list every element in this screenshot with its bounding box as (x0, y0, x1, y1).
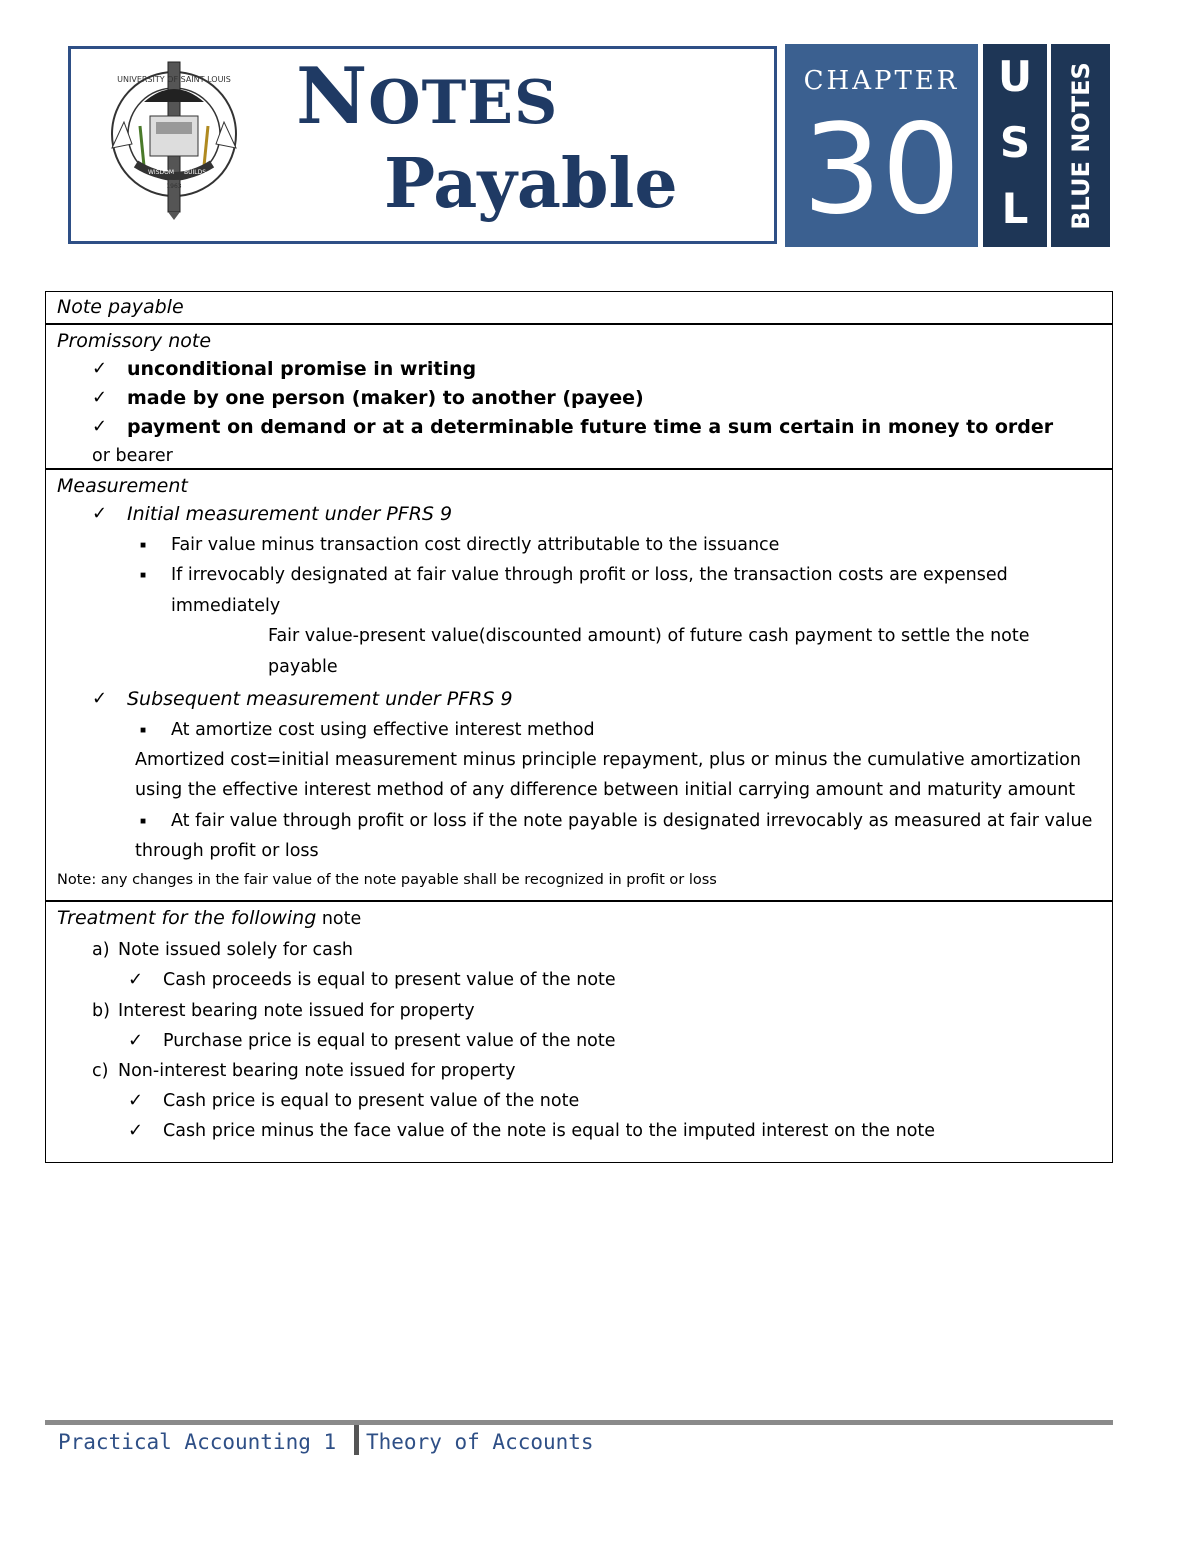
seal-ribbon-left: WISDOM (148, 169, 175, 176)
title-notes (296, 51, 559, 142)
subsequent-bullet-2-line-2: through profit or loss (135, 841, 319, 861)
bullet-square-icon: ■ (140, 725, 147, 736)
amortized-cost-line-1: Amortized cost=initial measurement minus principle repayment, plus or minus the cumulative amortization (135, 750, 1081, 770)
bullet-square-icon: ■ (140, 570, 147, 581)
chapter-block (785, 44, 978, 247)
check-icon: ✓ (92, 416, 108, 437)
promissory-item-1: unconditional promise in writing (127, 358, 477, 380)
treatment-heading-rest: note (316, 909, 362, 929)
treatment-c-label: c) (92, 1061, 109, 1081)
footer-right-text: Theory of Accounts (366, 1430, 594, 1454)
treatment-c-check-2: Cash price minus the face value of the note is equal to the imputed interest on the note (163, 1121, 936, 1141)
subsequent-bullet-2-line-1: At fair value through profit or loss if the note payable is designated irrevocably as measured at fair value (171, 811, 1093, 831)
title-notes-rest: OTES (368, 68, 559, 138)
blue-notes-text: BLUE NOTES (1066, 61, 1095, 230)
footer-rule (45, 1420, 1113, 1425)
initial-bullet-1: Fair value minus transaction cost directly attributable to the issuance (171, 535, 780, 555)
treatment-c-text: Non-interest bearing note issued for property (118, 1061, 516, 1081)
amortized-cost-line-2: using the effective interest method of any difference between initial carrying amount and maturity amount (135, 780, 1076, 800)
check-icon: ✓ (92, 358, 108, 379)
usl-letter-l: L (1001, 184, 1029, 233)
check-icon: ✓ (128, 969, 144, 990)
subsequent-measurement-heading: Subsequent measurement under PFRS 9 (127, 688, 513, 710)
initial-measurement-heading: Initial measurement under PFRS 9 (127, 503, 453, 525)
bullet-square-icon: ■ (140, 816, 147, 827)
title-notes-cap: N (296, 51, 369, 142)
content-box (45, 291, 1113, 1163)
treatment-a-label: a) (92, 940, 110, 960)
check-icon: ✓ (92, 688, 108, 709)
note-payable-heading: Note payable (57, 296, 184, 318)
row-divider (46, 468, 1112, 470)
promissory-heading: Promissory note (57, 330, 212, 352)
treatment-b-text: Interest bearing note issued for property (118, 1001, 475, 1021)
treatment-heading-italic: Treatment for the following (57, 907, 317, 929)
treatment-b-check: Purchase price is equal to present value of the note (163, 1031, 616, 1051)
check-icon: ✓ (92, 387, 108, 408)
check-icon: ✓ (128, 1090, 144, 1111)
seal-year: 1963 (166, 183, 182, 190)
usl-letter-s: S (999, 118, 1031, 167)
check-icon: ✓ (128, 1030, 144, 1051)
footer-divider (354, 1425, 359, 1455)
check-icon: ✓ (128, 1120, 144, 1141)
measurement-heading: Measurement (57, 475, 188, 497)
usl-letter-u: U (997, 52, 1033, 101)
fair-value-definition-line-2: payable (268, 657, 338, 677)
footer-left-text: Practical Accounting 1 (58, 1430, 337, 1454)
fair-value-definition-line-1: Fair value-present value(discounted amount) of future cash payment to settle the note (268, 626, 1030, 646)
blue-notes-block (1051, 44, 1110, 247)
treatment-heading (57, 909, 361, 929)
bullet-square-icon: ■ (140, 540, 147, 551)
row-divider (46, 900, 1112, 902)
subsequent-bullet-1: At amortize cost using effective interest method (171, 720, 595, 740)
promissory-continuation: or bearer (92, 446, 173, 466)
chapter-number: 30 (802, 98, 961, 242)
promissory-item-3: payment on demand or at a determinable future time a sum certain in money to order (127, 416, 1054, 438)
initial-bullet-2-line-2: immediately (171, 596, 281, 616)
initial-bullet-2-line-1: If irrevocably designated at fair value through profit or loss, the transaction costs are expensed (171, 565, 1008, 585)
title-payable: Payable (384, 144, 678, 224)
row-divider (46, 323, 1112, 325)
treatment-a-check: Cash proceeds is equal to present value of the note (163, 970, 616, 990)
seal-ribbon-right: BUILDS (184, 169, 207, 176)
treatment-a-text: Note issued solely for cash (118, 940, 354, 960)
promissory-item-2: made by one person (maker) to another (payee) (127, 387, 644, 409)
chapter-label: CHAPTER (803, 66, 960, 96)
check-icon: ✓ (92, 503, 108, 524)
fair-value-change-note: Note: any changes in the fair value of the note payable shall be recognized in profit or loss (57, 872, 717, 888)
usl-block (983, 44, 1047, 247)
university-seal-logo (104, 56, 244, 220)
seal-ring-text: UNIVERSITY OF SAINT LOUIS (117, 75, 231, 84)
treatment-c-check-1: Cash price is equal to present value of the note (163, 1091, 580, 1111)
treatment-b-label: b) (92, 1001, 110, 1021)
